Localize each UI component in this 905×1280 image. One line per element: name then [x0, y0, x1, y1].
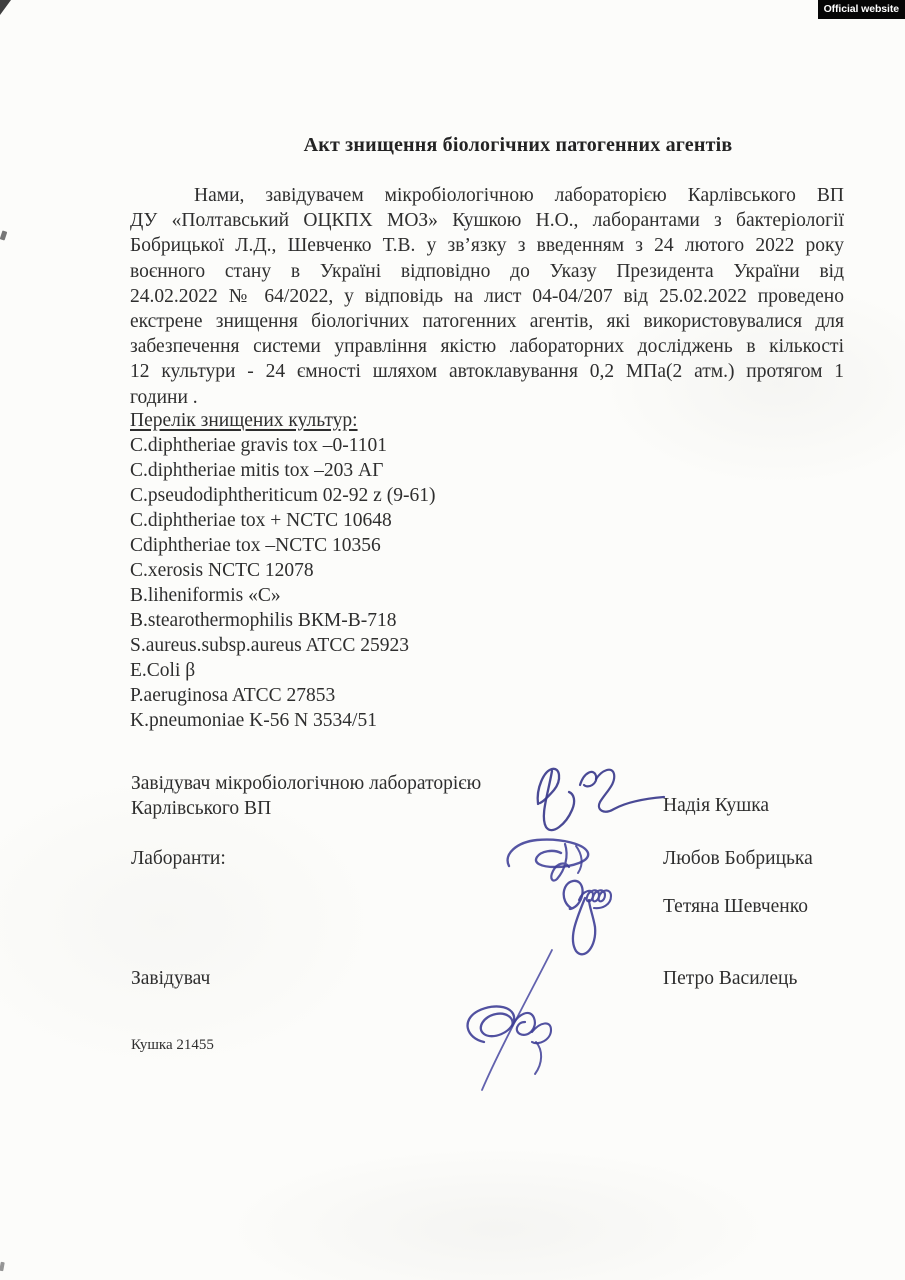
- paragraph-line: 12 культури - 24 ємності шляхом автоклавування 0,2 МПа(2 атм.) протягом 1: [130, 361, 844, 383]
- culture-item: P.aeruginosa ATCC 27853: [130, 685, 336, 706]
- signatory-name-shevchenko: Тетяна Шевченко: [663, 896, 808, 917]
- body-paragraph: [130, 183, 844, 410]
- list-header: Перелік знищених культур:: [130, 410, 358, 431]
- culture-item: C.pseudodiphtheriticum 02-92 z (9-61): [130, 485, 436, 506]
- signatory-name-vasylets: Петро Василець: [663, 968, 798, 989]
- paragraph-line: Нами, завідувачем мікробіологічною лабораторією Карлівського ВП: [194, 185, 844, 206]
- destroyed-cultures-list: [130, 408, 844, 733]
- culture-item: C.diphtheriae tox + NCTC 10648: [130, 510, 392, 531]
- culture-item: C.diphtheriae gravis tox –0-1101: [130, 435, 388, 456]
- culture-item: E.Coli β: [130, 660, 196, 681]
- paragraph-line: 24.02.2022 № 64/2022, у відповідь на лист 04-04/207 від 25.02.2022 проведено: [130, 285, 844, 307]
- scan-edge-artifact-bottom: [0, 1262, 5, 1272]
- footer-note: Кушка 21455: [131, 1037, 214, 1053]
- signatory-role-zaviduvach: Завідувач: [131, 968, 211, 989]
- signatory-name-kushka: Надія Кушка: [663, 795, 770, 816]
- paragraph-line: години .: [130, 386, 198, 408]
- culture-item: B.liheniformis «С»: [130, 585, 281, 606]
- paragraph-line: Бобрицької Л.Д., Шевченко Т.В. у зв’язку з введенням з 24 лютого 2022 року: [130, 235, 844, 257]
- official-website-badge: Official website: [818, 0, 905, 19]
- page-title: Акт знищення біологічних патогенних агентів: [303, 134, 733, 156]
- culture-item: K.pneumoniae K-56 N 3534/51: [130, 710, 377, 731]
- culture-item: Cdiphtheriae tox –NCTC 10356: [130, 535, 381, 556]
- culture-item: C.xerosis NCTC 12078: [130, 560, 314, 581]
- paragraph-line: воєнного стану в Україні відповідно до Указу Президента України від: [130, 260, 844, 282]
- paragraph-line: ДУ «Полтавський ОЦКПХ МОЗ» Кушкою Н.О., лаборантами з бактеріології: [130, 210, 844, 232]
- signatory-role-head-lab-line2: Карлівського ВП: [131, 798, 272, 819]
- paragraph-line: забезпечення системи управління якістю лабораторних досліджень в кількості: [130, 336, 844, 358]
- signatory-role-laborants: Лаборанти:: [131, 848, 226, 869]
- culture-item: B.stearothermophilis ВКМ-В-718: [130, 610, 397, 631]
- culture-item: S.aureus.subsp.aureus ATCC 25923: [130, 635, 409, 656]
- scan-corner-artifact: [0, 0, 11, 15]
- signature-kushka-ink: [528, 758, 668, 844]
- signatory-name-bobrytska: Любов Бобрицька: [663, 848, 813, 869]
- scan-edge-artifact: [0, 230, 7, 240]
- culture-item: C.diphtheriae mitis tox –203 АГ: [130, 460, 384, 481]
- signature-vasylets-ink: [448, 942, 580, 1092]
- signatory-role-head-lab-line1: Завідувач мікробіологічною лабораторією: [131, 773, 482, 794]
- paragraph-line: екстрене знищення біологічних патогенних агентів, які використовувалися для: [130, 311, 844, 333]
